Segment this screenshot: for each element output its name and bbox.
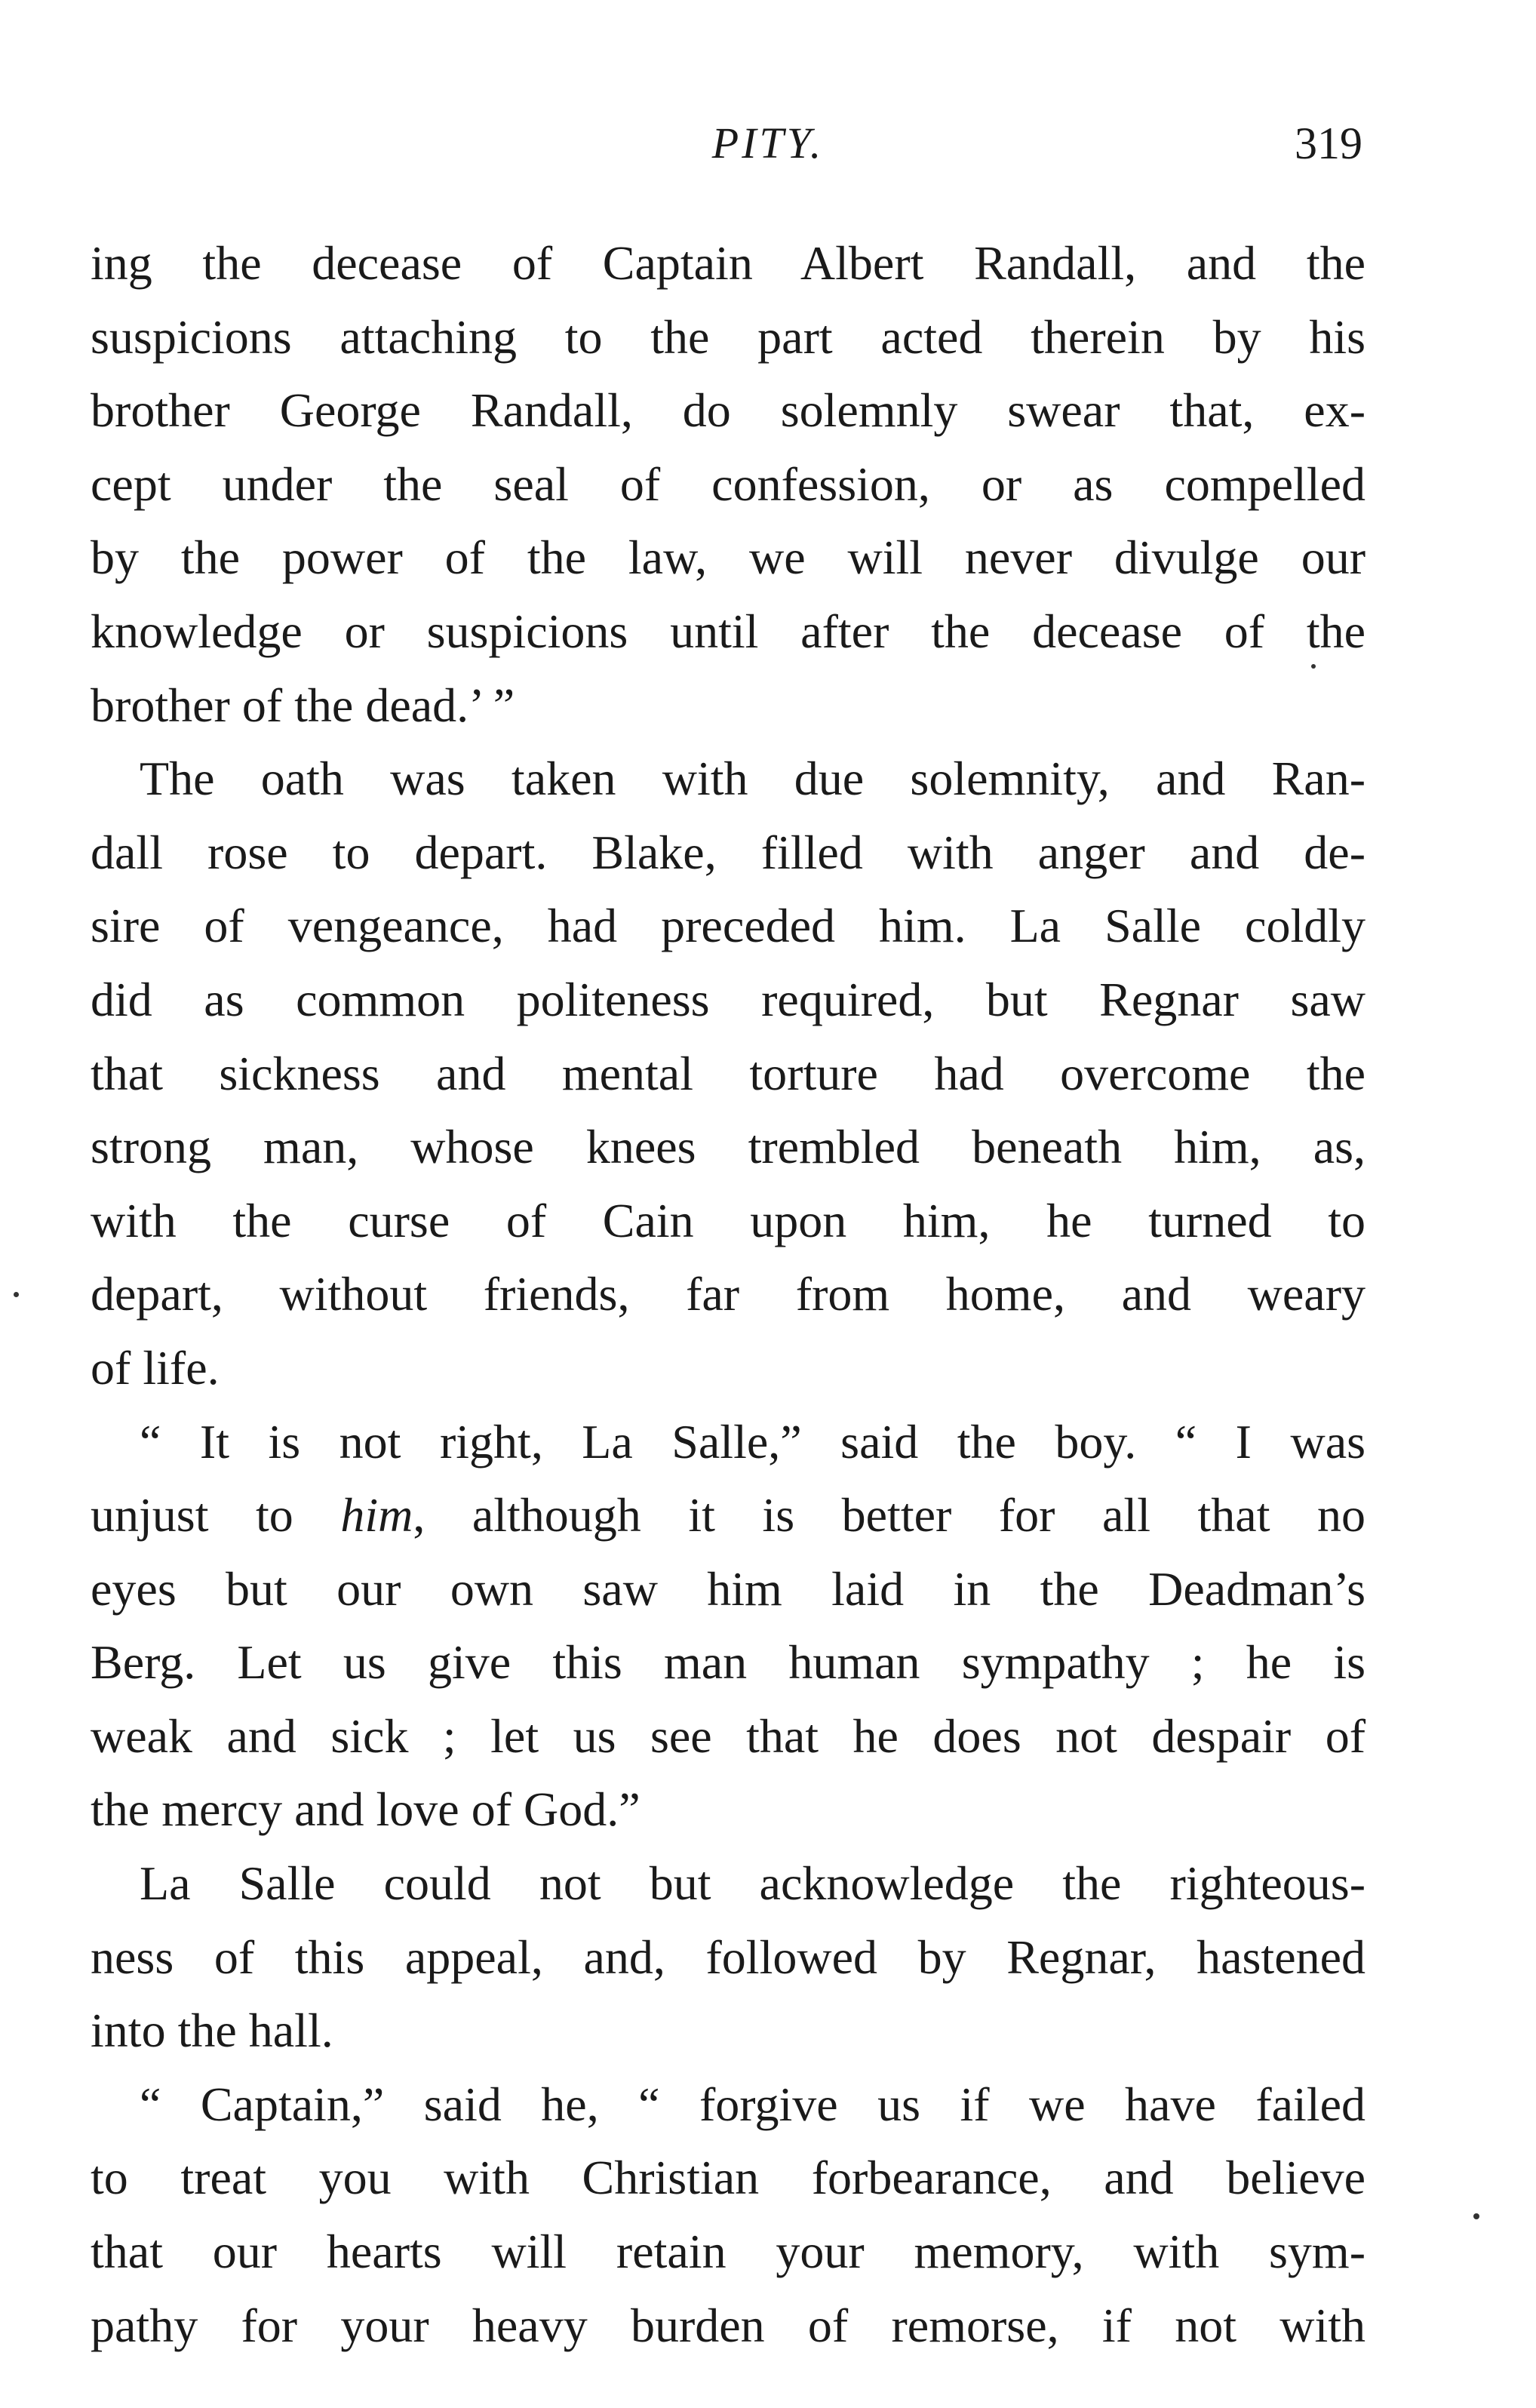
text-line: cept under the seal of confession, or as compelled [91,457,1366,511]
text-line: by the power of the law, we will never divulge our [91,530,1366,585]
text-line: to treat you with Christian forbearance, and believe [91,2151,1366,2205]
text-line: eyes but our own saw him laid in the Deadman’s [91,1561,1366,1616]
text-line: that our hearts will retain your memory, with sym- [91,2225,1366,2279]
text-line: depart, without friends, far from home, and weary [91,1267,1366,1321]
running-title: PITY. [711,118,825,168]
text-line: pathy for your heavy burden of remorse, if not with [91,2298,1366,2352]
text-line: brother George Randall, do solemnly swear that, ex- [91,383,1366,438]
text-line: unjust to him, although it is better for all that no [91,1488,1366,1542]
text-line: ness of this appeal, and, followed by Regnar, hastened [91,1930,1366,1984]
emphasis: him [340,1488,413,1542]
text-line: The oath was taken with due solemnity, and Ran- [140,752,1366,806]
text-line: suspicions attaching to the part acted therein by his [91,309,1366,364]
text-line: of life. [91,1340,220,1395]
text-line: “ It is not right, La Salle,” said the boy. “ I was [140,1414,1366,1468]
text-line: the mercy and love of God.” [91,1782,641,1837]
margin-speck [1311,664,1316,669]
text-line: ing the decease of Captain Albert Randall, and the [91,236,1366,290]
text-line: that sickness and mental torture had overcome the [91,1046,1366,1100]
text-line: La Salle could not but acknowledge the righteous- [140,1856,1366,1911]
text-line: brother of the dead.’ ” [91,678,515,732]
running-head [0,106,1536,181]
text-line: weak and sick ; let us see that he does not despair of [91,1708,1366,1763]
text-line: into the hall. [91,2004,333,2058]
text-line: dall rose to depart. Blake, filled with anger and de- [91,825,1366,879]
page-number: 319 [1295,118,1362,168]
text-line: sire of vengeance, had preceded him. La Salle coldly [91,899,1366,953]
text-line: did as common politeness required, but Regnar saw [91,972,1366,1026]
body-text [91,226,1366,2362]
margin-speck [1473,2213,1479,2219]
text-line: “ Captain,” said he, “ forgive us if we have failed [140,2077,1366,2131]
text-line: knowledge or suspicions until after the decease of the [91,604,1366,658]
text-line: Berg. Let us give this man human sympathy ; he is [91,1635,1366,1690]
text-line: strong man, whose knees trembled beneath him, as, [91,1120,1366,1174]
margin-speck [14,1292,19,1297]
text-line: with the curse of Cain upon him, he turned to [91,1193,1366,1247]
